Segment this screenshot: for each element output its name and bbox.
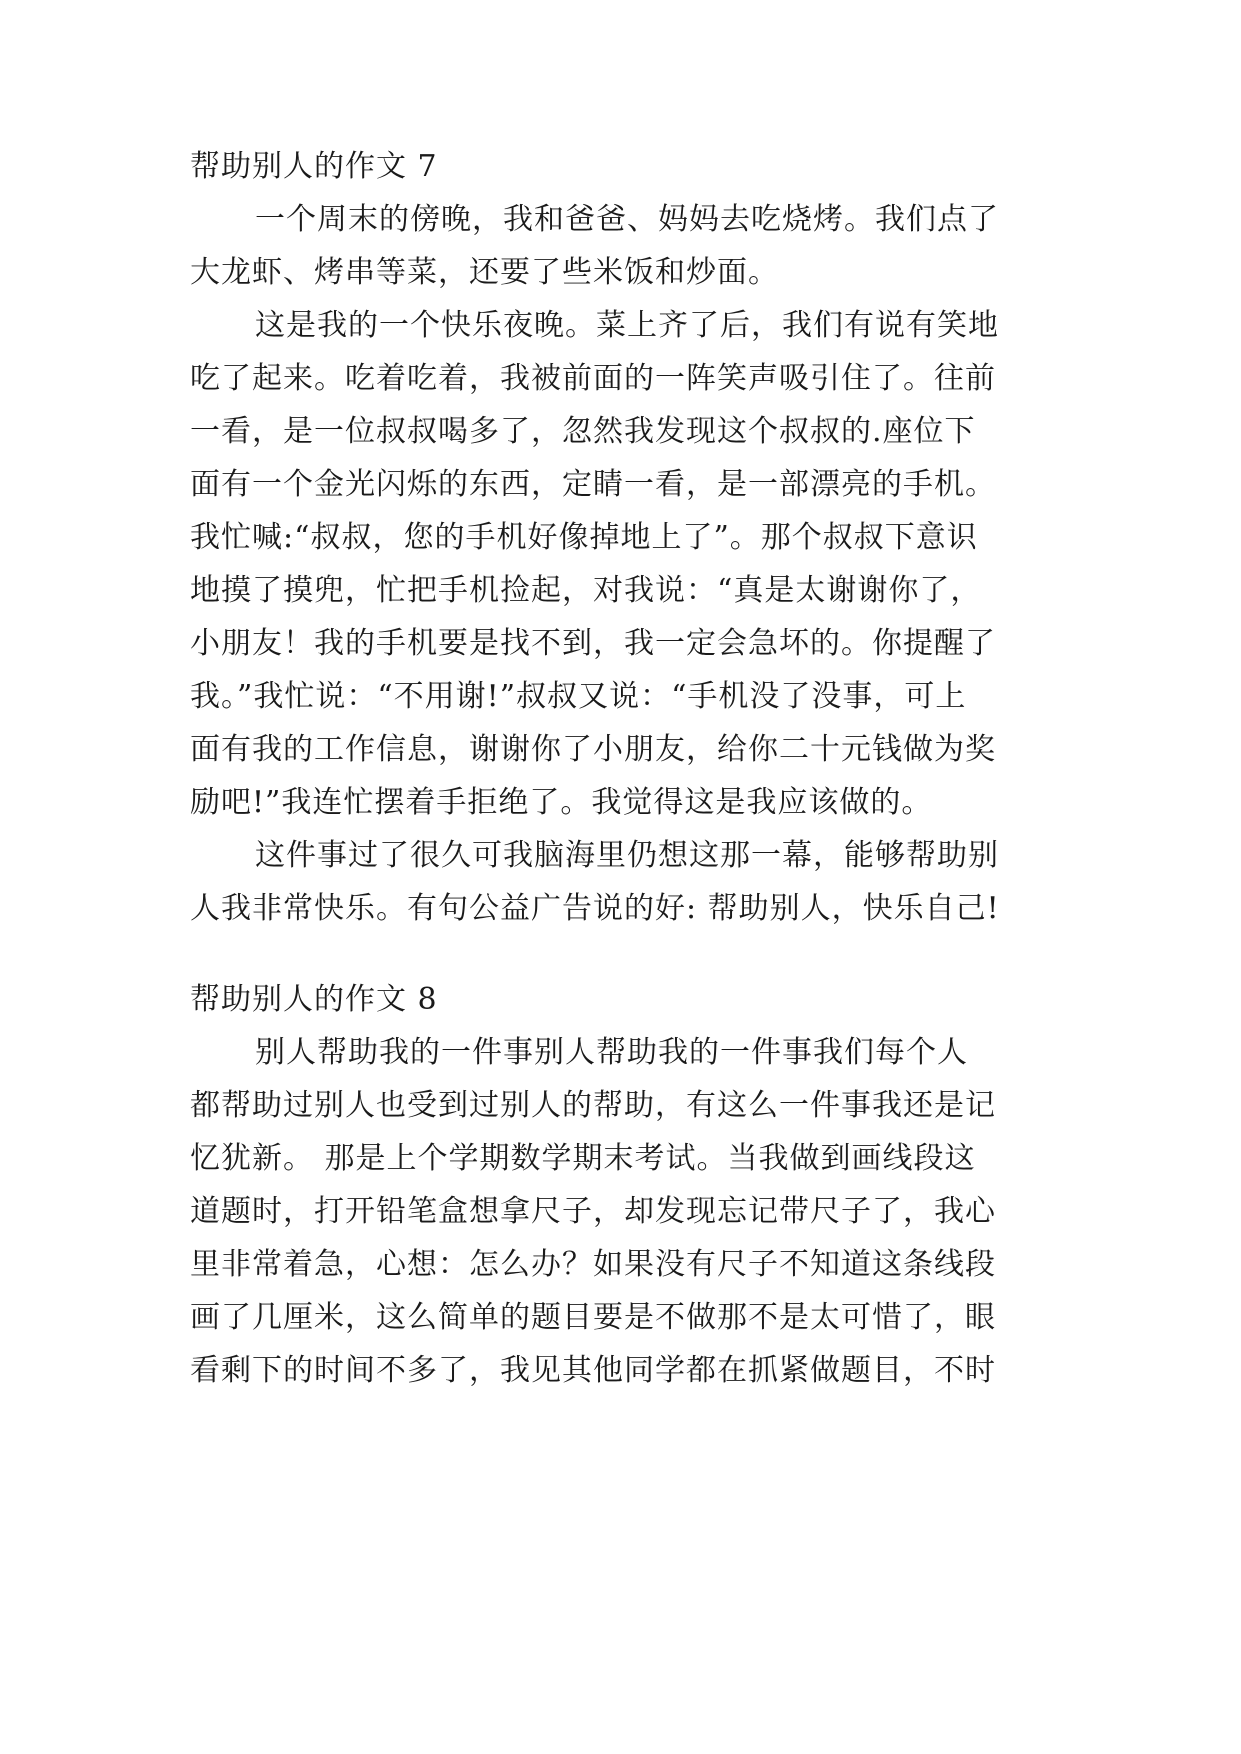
paragraph-line: 我忙喊:“叔叔，您的手机好像掉地上了”。那个叔叔下意识 [190,520,978,555]
paragraph-line: 道题时，打开铅笔盒想拿尺子，却发现忘记带尺子了，我心 [190,1194,996,1229]
paragraph-line: 面有一个金光闪烁的东西，定睛一看，是一部漂亮的手机。 [190,467,996,502]
paragraph-line: 别人帮助我的一件事别人帮助我的一件事我们每个人 [255,1035,968,1070]
paragraph-line: 一看，是一位叔叔喝多了，忽然我发现这个叔叔的.座位下 [190,414,976,449]
paragraph-line: 面有我的工作信息，谢谢你了小朋友，给你二十元钱做为奖 [190,732,996,767]
paragraph-line: 忆犹新。 那是上个学期数学期末考试。当我做到画线段这 [190,1141,976,1176]
paragraph-line: 地摸了摸兜，忙把手机捡起，对我说：“真是太谢谢你了， [190,573,982,608]
paragraph-line: 大龙虾、烤串等菜，还要了些米饭和炒面。 [190,255,779,290]
paragraph-line: 我。”我忙说：“不用谢!”叔叔又说：“手机没了没事，可上 [190,679,967,714]
paragraph-line: 画了几厘米，这么简单的题目要是不做那不是太可惜了，眼 [190,1300,996,1335]
paragraph-line: 里非常着急，心想：怎么办？如果没有尺子不知道这条线段 [190,1247,996,1282]
paragraph-line: 都帮助过别人也受到过别人的帮助，有这么一件事我还是记 [190,1088,996,1123]
section-title: 帮助别人的作文 8 [190,982,438,1017]
paragraph-line: 看剩下的时间不多了，我见其他同学都在抓紧做题目，不时 [190,1353,996,1388]
paragraph-line: 一个周末的傍晚，我和爸爸、妈妈去吃烧烤。我们点了 [255,202,999,237]
paragraph-line: 这件事过了很久可我脑海里仍想这那一幕，能够帮助别 [255,838,999,873]
paragraph-line: 这是我的一个快乐夜晚。菜上齐了后，我们有说有笑地 [255,308,999,343]
paragraph-line: 人我非常快乐。有句公益广告说的好: 帮助别人，快乐自己! [190,891,1000,926]
paragraph-line: 励吧!”我连忙摆着手拒绝了。我觉得这是我应该做的。 [190,785,933,820]
paragraph-line: 吃了起来。吃着吃着，我被前面的一阵笑声吸引住了。往前 [190,361,996,396]
paragraph-line: 小朋友！我的手机要是找不到，我一定会急坏的。你提醒了 [190,626,996,661]
section-title: 帮助别人的作文 7 [190,149,438,184]
